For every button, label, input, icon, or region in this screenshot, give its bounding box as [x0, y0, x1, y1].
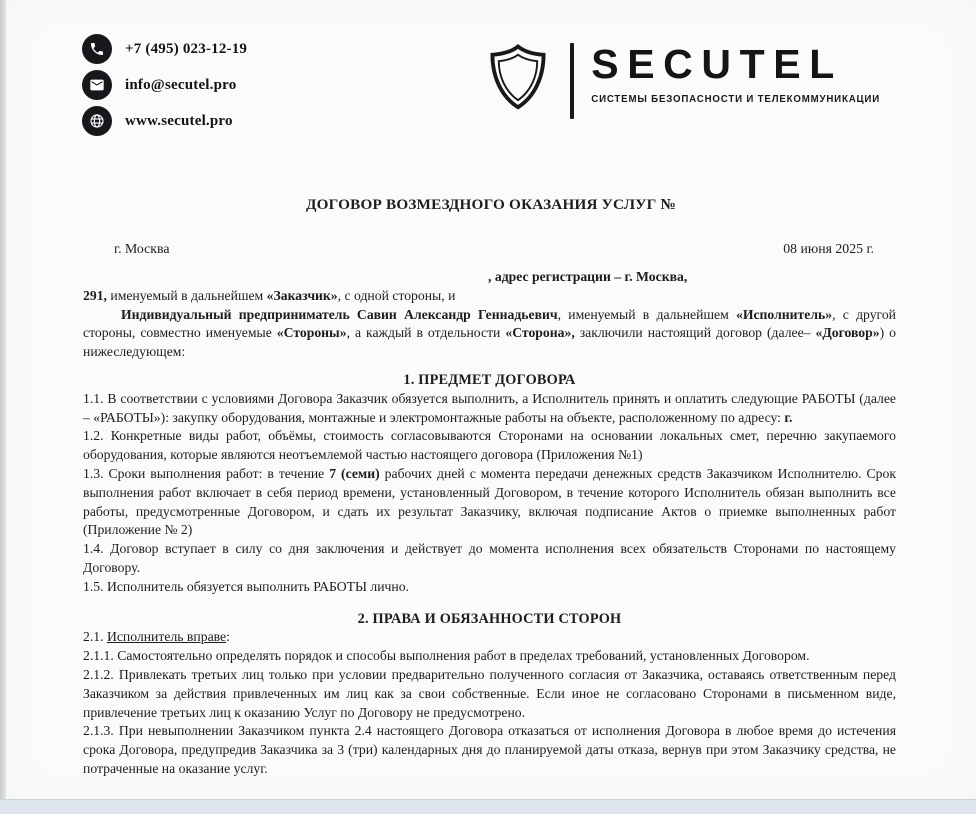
clause-paragraph: Индивидуальный предприниматель Савин Александр Геннадьевич, именуемый в дальнейшем «Исполнитель», с другой стороны, совместно именуемые «Стороны», а каждый в отдельности «Сторона», заключили настоящий договор (далее– «Договор») о нижеследующем: [83, 306, 896, 360]
contact-email-text: info@secutel.pro [125, 76, 237, 93]
clause-paragraph: 291, именуемый в дальнейшем «Заказчик», с одной стороны, и [83, 287, 456, 303]
contact-row-website [82, 106, 247, 136]
city-date-row [83, 241, 900, 257]
contact-row-phone [82, 34, 247, 64]
clause-paragraph: 2.1.2. Привлекать третьих лиц только при условии предварительно полученного согласия от Заказчика, оставаясь ответственным перед Заказчиком за действия привлеченных им лиц как за свои собственные. Если иное не согласовано Сторонами в письменном виде, привлечение третьих лиц к оказанию Услуг по Договору не предусмотрено. [83, 666, 896, 720]
date-label: 08 июня 2025 г. [783, 241, 874, 256]
contact-row-email [82, 70, 247, 100]
section-heading: 2. ПРАВА И ОБЯЗАННОСТИ СТОРОН [357, 610, 622, 627]
brand-block [591, 42, 880, 105]
clause-paragraph: 1.3. Сроки выполнения работ: в течение 7 (семи) рабочих дней с момента передачи денежных средств Заказчиком Исполнителю. Срок выполнения работ включает в себя период времени, установленный Договором, в течение которого Исполнитель обязан выполнить все работы, предусмотренные Договором, и сдать их результат Заказчику, включая подписание Актов о приемке выполненных работ (Приложение № 2) [83, 465, 896, 538]
shield-icon [486, 42, 550, 120]
clause-paragraph: 1.2. Конкретные виды работ, объёмы, стоимость согласовываются Сторонами на основании локальных смет, перечню закупаемого оборудования, которые являются неотъемлемой частью настоящего договора (Приложения №1) [83, 428, 896, 463]
logo-divider [570, 43, 574, 119]
email-icon [82, 70, 112, 100]
city-label: г. Москва [114, 241, 170, 256]
phone-icon [82, 34, 112, 64]
clause-paragraph: 1.1. В соответствии с условиями Договора Заказчик обязуется выполнить, а Исполнитель принять и оплатить следующие РАБОТЫ (далее – «РАБОТЫ»): закупку оборудования, монтажные и электромонтажные работы на объекте, расположенному по адресу: г. [83, 390, 896, 425]
contact-phone-text: +7 (495) 023-12-19 [125, 40, 248, 57]
company-logo [486, 42, 880, 120]
section-heading: 1. ПРЕДМЕТ ДОГОВОРА [403, 371, 576, 388]
clause-paragraph: 1.5. Исполнитель обязуется выполнить РАБОТЫ лично. [83, 578, 410, 594]
contact-website-text: www.secutel.pro [125, 112, 233, 129]
clause-paragraph: 2.1. Исполнитель вправе: [83, 629, 230, 645]
contract-page [6, 0, 976, 800]
letterhead [6, 0, 976, 136]
scan-edge-bottom [0, 799, 976, 814]
clause-paragraph: 1.4. Договор вступает в силу со дня заключения и действует до момента исполнения всех обязательств Сторонами по настоящему Договору. [83, 541, 896, 575]
clause-paragraph: 2.1.1. Самостоятельно определять порядок и способы выполнения работ в пределах требований, установленных Договором. [83, 648, 810, 664]
document-title: ДОГОВОР ВОЗМЕЗДНОГО ОКАЗАНИЯ УСЛУГ № [306, 196, 676, 213]
globe-icon [82, 106, 112, 136]
clause-paragraph: 2.1.3. При невыполнении Заказчиком пункта 2.4 настоящего Договора отказаться от исполнения Договора в любое время до истечения срока Договора, предупредив Заказчика за 3 (три) календарных дня до планируемой даты отказа, вернув при этом Заказчику средства, не потраченные на оказание услуг. [83, 723, 896, 776]
contact-list [82, 34, 247, 136]
brand-tagline: СИСТЕМЫ БЕЗОПАСНОСТИ И ТЕЛЕКОММУНИКАЦИИ [591, 94, 880, 105]
clause-paragraph: , адрес регистрации – г. Москва, [488, 269, 688, 284]
contract-body [6, 257, 976, 779]
brand-name: SECUTEL [591, 41, 843, 87]
